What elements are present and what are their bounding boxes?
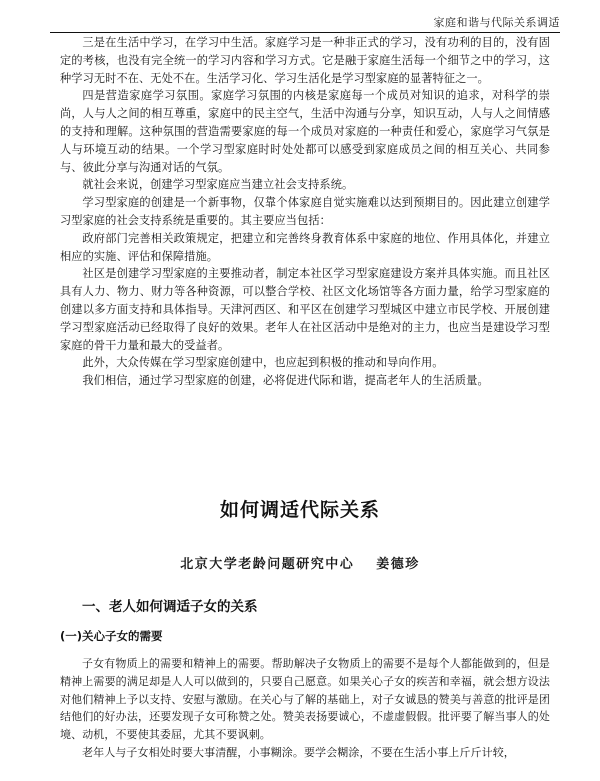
paragraph: 就社会来说，创建学习型家庭应当建立社会支持系统。 [82,178,354,192]
paragraph: 老年人与子女相处时要大事清醒，小事糊涂。要学会糊涂，不要在生活小事上斤斤计较， [82,745,515,759]
paragraph: 我们相信，通过学习型家庭的创建，必将促进代际和谐，提高老年人的生活质量。 [82,374,489,388]
subsection-heading: (一)关心子女的需要 [60,629,163,643]
section-heading: 一、老人如何调适子女的关系 [82,599,258,615]
paragraph: 政府部门完善相关政策规定，把建立和完善终身教育体系中家庭的地位、作用具体化，并建立相应的实施、评估和保障措施。 [60,231,550,263]
paragraph: 四是营造家庭学习氛围。家庭学习氛围的内核是家庭每一个成员对知识的追求，对科学的崇尚，人与人之间的相互尊重，家庭中的民主空气，生活中沟通与分享，知识互动，人与人之间情感的支持和理解。这种氛围的营造需要家庭的每一个成员对家庭的一种责任和爱心，家庭学习气氛是人与环境互动的结果。一个学习型家庭时时处处都可以感受到家庭成员之间的相互关心、共同参与、彼此分享与沟通对话的气氛。 [60,89,550,174]
paragraph: 子女有物质上的需要和精神上的需要。帮助解决子女物质上的需要不是每个人都能做到的，但是精神上需要的满足却是人人可以做到的，只要自己愿意。如果关心子女的疾苦和幸福，就会想方设法对他们精神上予以支持、安慰与激励。在关心与了解的基础上，对子女诚恳的赞美与善意的批评是团结他们的好办法，还要发现子女可称赞之处。赞美表扬要诚心，不虚虚假假。批评要了解当事人的处境、动机，不要使其委屈，尤其不要讽刺。 [60,657,550,742]
article-title: 如何调适代际关系 [219,499,380,521]
author-organization: 北京大学老龄问题研究中心 [180,557,355,572]
author-name: 姜德珍 [376,557,420,572]
paragraph: 此外，大众传媒在学习型家庭创建中，也应起到积极的推动和导向作用。 [82,356,444,370]
running-header [50,14,560,33]
paragraph: 学习型家庭的创建是一个新事物，仅靠个体家庭自觉实施难以达到预期目的。因此建立创建学习型家庭的社会支持系统是重要的。其主要应当包括： [60,196,550,227]
article-body-text [60,655,550,762]
preceding-article-text [60,34,550,390]
running-title: 家庭和谐与代际关系调适 [433,16,560,29]
paragraph: 三是在生活中学习，在学习中生活。家庭学习是一种非正式的学习，没有功利的目的，没有固定的考核，也没有完全统一的学习内容和学习方式。它是融于家庭生活每一个细节之中的学习，这种学习无时不在、无处不在。生活学习化、学习生活化是学习型家庭的显著特征之一。 [60,36,550,85]
byline [0,553,600,572]
paragraph: 社区是创建学习型家庭的主要推动者，制定本社区学习型家庭建设方案并具体实施。而且社区具有人力、物力、财力等各种资源，可以整合学校、社区文化场馆等各方面力量，给学习型家庭的创建以多方面支持和具体指导。天津河西区、和平区在创建学习型城区中建立市民学校、开展创建学习型家庭活动已经取得了良好的效果。老年人在社区活动中是绝对的主力，也应当是建设学习型家庭的骨干力量和最大的受益者。 [60,267,550,352]
